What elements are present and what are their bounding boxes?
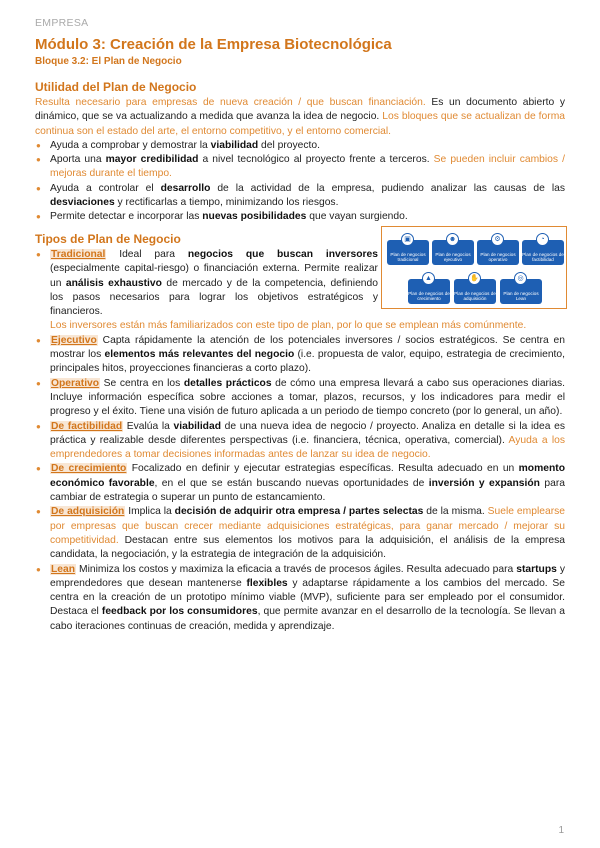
tag-ejecutivo: Ejecutivo bbox=[51, 334, 97, 346]
gears-icon: ⚙ bbox=[491, 233, 504, 246]
card-tradicional: ▣ Plan de negocios tradicional bbox=[387, 240, 429, 265]
card-adquisicion: ✋ Plan de negocios de adquisición bbox=[454, 279, 496, 304]
plan-types-diagram bbox=[381, 226, 567, 309]
list-item-operativo: ● Operativo Se centra en los detalles prácticos de cómo una empresa llevará a cabo sus operaciones diarias. Incluye información específica sobre acciones a tomar, plazos, recursos, y los indicadores para medir el progreso y el éxito. Tiene una visión de futuro aplicada a un periodo de tiempo concreto (por lo general, un año). bbox=[35, 377, 565, 420]
tag-factibilidad: De factibilidad bbox=[51, 420, 123, 432]
list-item-ejecutivo: ● Ejecutivo Capta rápidamente la atención de los potenciales inversores / socios estratégicos. Se centra en mostrar los elementos más relevantes del negocio (i.e. propuesta de valor, equipo, estrategia de crecimiento, principales hitos, proyecciones financieras a corto plazo). bbox=[35, 334, 565, 377]
list-item-factibilidad: ● De factibilidad Evalúa la viabilidad de una nueva idea de negocio / proyecto. Analiza en detalle si la idea es práctica y realizable desde diferentes perspectivas (i.e. financiera, técnica, operativa, comercial). Ayuda a los emprendedores a tomar decisiones informadas antes de lanzar su idea de negocio. bbox=[35, 420, 565, 463]
growth-icon: ▲ bbox=[422, 272, 435, 285]
card-ejecutivo: ☻ Plan de negocios ejecutivo bbox=[432, 240, 474, 265]
tag-adquisicion: De adquisición bbox=[51, 506, 125, 518]
list-item-adquisicion: ● De adquisición Implica la decisión de adquirir otra empresa / partes selectas de la misma. Suele emplearse por empresas que buscan crecer mediante adquisiciones estratégicas, para ganar mercado / mejorar su competitividad. Destacan entre sus elementos los motivos para la adquisición, el análisis de la empresa candidata, la negociación, y la estrategia de integración de la adquisición. bbox=[35, 505, 565, 562]
pie-chart-icon: ◔ bbox=[536, 233, 549, 246]
utilidad-intro: Resulta necesario para empresas de nueva creación / que buscan financiación. Es un documento abierto y dinámico, que se va actualizando a medida que avanza la idea de negocio. Los bloques que se actualizan de forma continua son el estado del arte, el entorno competitivo, y el entorno comercial. bbox=[35, 97, 565, 137]
list-item: ● Aporta una mayor credibilidad a nivel tecnológico al proyecto frente a terceros. Se pueden incluir cambios / mejoras durante el tiempo. bbox=[35, 153, 565, 182]
card-operativo: ⚙ Plan de negocios operativo bbox=[477, 240, 519, 265]
block-subtitle: Bloque 3.2: El Plan de Negocio bbox=[35, 56, 182, 67]
handshake-icon: ✋ bbox=[468, 272, 481, 285]
tipos-heading-block bbox=[35, 232, 375, 248]
list-item: ● Ayuda a controlar el desarrollo de la actividad de la empresa, pudiendo analizar las causas de las desviaciones y rectificarlas a tiempo, minimizando los riesgos. bbox=[35, 182, 565, 211]
module-title: Módulo 3: Creación de la Empresa Biotecnológica bbox=[35, 36, 392, 53]
utilidad-heading: Utilidad del Plan de Negocio bbox=[35, 80, 197, 94]
tag-crecimiento: De crecimiento bbox=[51, 463, 127, 475]
people-icon: ☻ bbox=[446, 233, 459, 246]
target-icon: ◎ bbox=[514, 272, 527, 285]
tag-lean: Lean bbox=[51, 563, 76, 575]
card-factibilidad: ◔ Plan de negocios de factibilidad bbox=[522, 240, 564, 265]
utilidad-list bbox=[35, 139, 565, 225]
list-item: ● Ayuda a comprobar y demostrar la viabilidad del proyecto. bbox=[35, 139, 565, 153]
tipos-heading: Tipos de Plan de Negocio bbox=[35, 232, 181, 246]
list-item-crecimiento: ● De crecimiento Focalizado en definir y ejecutar estrategias específicas. Resulta adecuado en un momento económico favorable, en el que se están buscando nuevas oportunidades de inversión y expansión para cambiar de estrategia o superar un punto de estancamiento. bbox=[35, 462, 565, 505]
list-item-lean: ● Lean Minimiza los costos y maximiza la eficacia a través de procesos ágiles. Resulta adecuado para startups y emprendedores que desean mantenerse flexibles y adaptarse rápidamente a los cambios del mercado. Se centra en la creación de un prototipo mínimo viable (MVP), suficiente para ser empleado por el consumidor. Destaca el feedback por los consumidores, que permite avanzar en el desarrollo de la tecnología. Se llevan a cabo iteraciones continuas de creación, medida y aprendizaje. bbox=[35, 563, 565, 634]
list-item: ● Permite detectar e incorporar las nuevas posibilidades que vayan surgiendo. bbox=[35, 210, 565, 224]
tag-operativo: Operativo bbox=[51, 377, 100, 389]
card-lean: ◎ Plan de negocios Lean bbox=[500, 279, 542, 304]
running-head: EMPRESA bbox=[35, 17, 89, 29]
card-crecimiento: ▲ Plan de negocios de crecimiento bbox=[408, 279, 450, 304]
list-item-tradicional: ● Tradicional Ideal para negocios que buscan inversores (especialmente capital-riesgo) o financiación externa. Permite realizar un análisis exhaustivo de mercado y de la competencia, definiendo los pasos necesarios para lograr los objetivos estratégicos y financieros. Los inversores están más familiarizados con este tipo de plan, por lo que se emplean más comúnmente. bbox=[35, 248, 565, 334]
page-number: 1 bbox=[558, 825, 564, 836]
utilidad-section bbox=[35, 80, 565, 225]
tag-tradicional: Tradicional bbox=[51, 249, 106, 260]
briefcase-icon: ▣ bbox=[401, 233, 414, 246]
